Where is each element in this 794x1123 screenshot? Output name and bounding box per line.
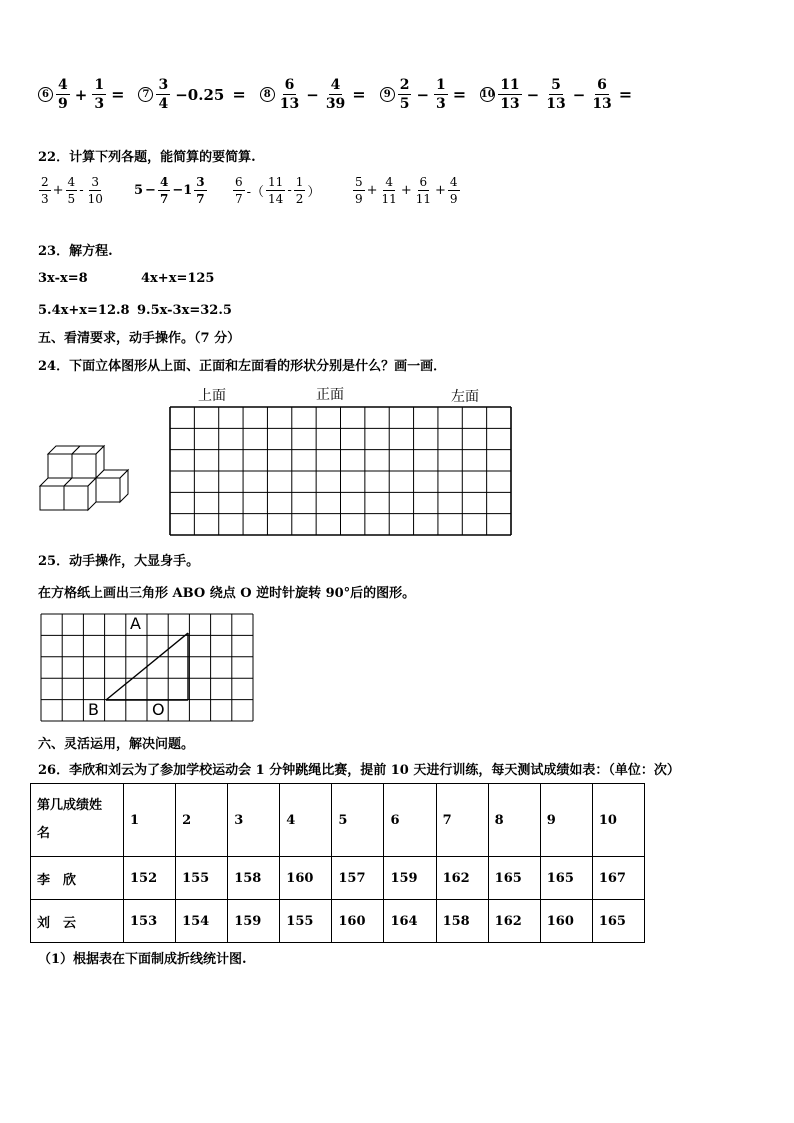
operator: −: [416, 85, 430, 104]
day-header: 9: [540, 784, 592, 857]
operator: 5: [134, 183, 144, 198]
score-cell: 165: [540, 857, 592, 900]
day-header: 3: [228, 784, 280, 857]
operator: -（: [246, 185, 265, 200]
calc-item: [260, 78, 370, 111]
q22-item-2: [133, 176, 208, 205]
operator: −: [526, 85, 540, 104]
calc-item: [38, 78, 128, 111]
fraction: $\frac{4}{9}$: [449, 175, 458, 206]
fraction: $\frac{2}{5}$: [399, 77, 410, 112]
operator: -: [287, 183, 292, 198]
point-a-label: A: [130, 614, 141, 633]
view-drawing-grid[interactable]: [169, 406, 512, 536]
fraction: $\frac{4}{11}$: [381, 175, 397, 206]
view-label-front: 正面: [316, 387, 344, 403]
point-b-label: B: [88, 700, 99, 719]
calc-item: [138, 78, 249, 111]
fraction: $\frac{4}{9}$: [58, 77, 68, 112]
day-header: 10: [592, 784, 644, 857]
operator: −: [145, 183, 156, 198]
equals-sign: =: [618, 85, 633, 104]
table-header-row: [31, 784, 645, 857]
equation-4: 9.5x-3x=32.5: [137, 303, 232, 318]
score-cell: 167: [592, 857, 644, 900]
operator: −1: [172, 183, 193, 198]
q26-subquestion-1: （1）根据表在下面制成折线统计图.: [38, 952, 247, 967]
day-header: 2: [176, 784, 228, 857]
score-cell: 155: [176, 857, 228, 900]
student-name: 李 欣: [31, 857, 124, 900]
equals-sign: =: [452, 85, 467, 104]
score-cell: 158: [436, 900, 488, 943]
score-cell: 159: [384, 857, 436, 900]
q22-title: 22．计算下列各题，能简算的要简算.: [38, 150, 256, 165]
operator: +: [52, 183, 64, 198]
operator: −: [572, 85, 586, 104]
point-o-label: O: [152, 700, 165, 719]
score-cell: 160: [280, 857, 332, 900]
operator: +: [366, 183, 378, 198]
fraction: $\frac{1}{3}$: [94, 77, 105, 112]
score-cell: 160: [332, 900, 384, 943]
item-number-circle: 7: [138, 87, 153, 102]
rotation-grid[interactable]: [40, 613, 256, 723]
q24-title: 24．下面立体图形从上面、正面和左面看的形状分别是什么？画一画．: [38, 359, 447, 374]
calc-item: [380, 78, 470, 111]
equation-2: 4x+x=125: [141, 271, 215, 286]
q23-title: 23．解方程.: [38, 244, 113, 259]
section-6-heading: 六、灵活运用，解决问题。: [38, 737, 195, 752]
score-cell: 164: [384, 900, 436, 943]
fraction: $\frac{11}{14}$: [268, 175, 284, 206]
item-number-circle: 9: [380, 87, 395, 102]
q25-title: 25．动手操作，大显身手。: [38, 554, 200, 569]
fraction: $\frac{3}{7}$: [196, 175, 205, 206]
operator: +: [74, 85, 88, 104]
fraction: $\frac{1}{3}$: [436, 77, 446, 112]
score-cell: 158: [228, 857, 280, 900]
score-cell: 160: [540, 900, 592, 943]
item-number-circle: 6: [38, 87, 53, 102]
operator: +: [400, 183, 412, 198]
score-cell: 152: [124, 857, 176, 900]
score-cell: 153: [124, 900, 176, 943]
calc-item: [480, 78, 636, 111]
item-number-circle: 10: [480, 89, 495, 100]
table-row: [31, 900, 645, 943]
fraction: $\frac{6}{7}$: [235, 175, 243, 206]
fraction: $\frac{5}{9}$: [355, 175, 363, 206]
score-table: [30, 783, 645, 943]
score-cell: 162: [436, 857, 488, 900]
equals-sign: =: [111, 85, 125, 104]
operator: −0.25: [175, 85, 225, 104]
operator: -: [79, 183, 84, 198]
score-cell: 154: [176, 900, 228, 943]
day-header: 1: [124, 784, 176, 857]
fraction: $\frac{2}{3}$: [41, 175, 49, 206]
score-cell: 162: [488, 900, 540, 943]
q25-description: 在方格纸上画出三角形 ABO 绕点 O 逆时针旋转 90°后的图形。: [38, 586, 416, 601]
student-name: 刘 云: [31, 900, 124, 943]
score-cell: 165: [592, 900, 644, 943]
item-number-circle: 8: [260, 87, 275, 102]
equation-3: 5.4x+x=12.8: [38, 303, 130, 318]
view-label-left: 左面: [451, 389, 479, 405]
q22-item-3: [232, 176, 321, 205]
day-header: 8: [488, 784, 540, 857]
fraction: $\frac{4}{7}$: [159, 175, 169, 206]
cube-figure: [36, 442, 136, 516]
score-cell: 155: [280, 900, 332, 943]
operator: −: [306, 85, 319, 104]
fraction: $\frac{4}{39}$: [325, 77, 346, 112]
fraction: $\frac{6}{11}$: [415, 175, 432, 206]
operator: +: [435, 183, 446, 198]
day-header: 4: [280, 784, 332, 857]
equals-sign: =: [352, 85, 366, 104]
table-corner-header: 第几成绩姓 名: [31, 784, 124, 857]
fraction: $\frac{1}{2}$: [295, 175, 304, 206]
fraction: $\frac{11}{13}$: [500, 77, 520, 112]
operator: ）: [307, 185, 321, 200]
equation-1: 3x-x=8: [38, 271, 88, 286]
fraction: $\frac{4}{5}$: [67, 175, 76, 206]
q22-item-4: [352, 176, 461, 205]
day-header: 6: [384, 784, 436, 857]
section-5-heading: 五、看清要求，动手操作。（7 分）: [38, 331, 241, 346]
fraction: $\frac{5}{13}$: [546, 77, 566, 112]
day-header: 7: [436, 784, 488, 857]
q21-row: [38, 78, 636, 111]
score-cell: 157: [332, 857, 384, 900]
score-cell: 165: [488, 857, 540, 900]
day-header: 5: [332, 784, 384, 857]
q26-title: 26．李欣和刘云为了参加学校运动会 1 分钟跳绳比赛，提前 10 天进行训练，每天测试成绩如表：（单位：次）: [38, 763, 680, 778]
fraction: $\frac{3}{4}$: [158, 77, 169, 112]
fraction: $\frac{6}{13}$: [592, 77, 612, 112]
q22-item-1: [38, 176, 106, 205]
fraction: $\frac{6}{13}$: [279, 77, 300, 112]
fraction: $\frac{3}{10}$: [87, 175, 103, 206]
equals-sign: =: [232, 85, 246, 104]
table-row: [31, 857, 645, 900]
score-cell: 159: [228, 900, 280, 943]
view-label-top: 上面: [198, 388, 226, 404]
